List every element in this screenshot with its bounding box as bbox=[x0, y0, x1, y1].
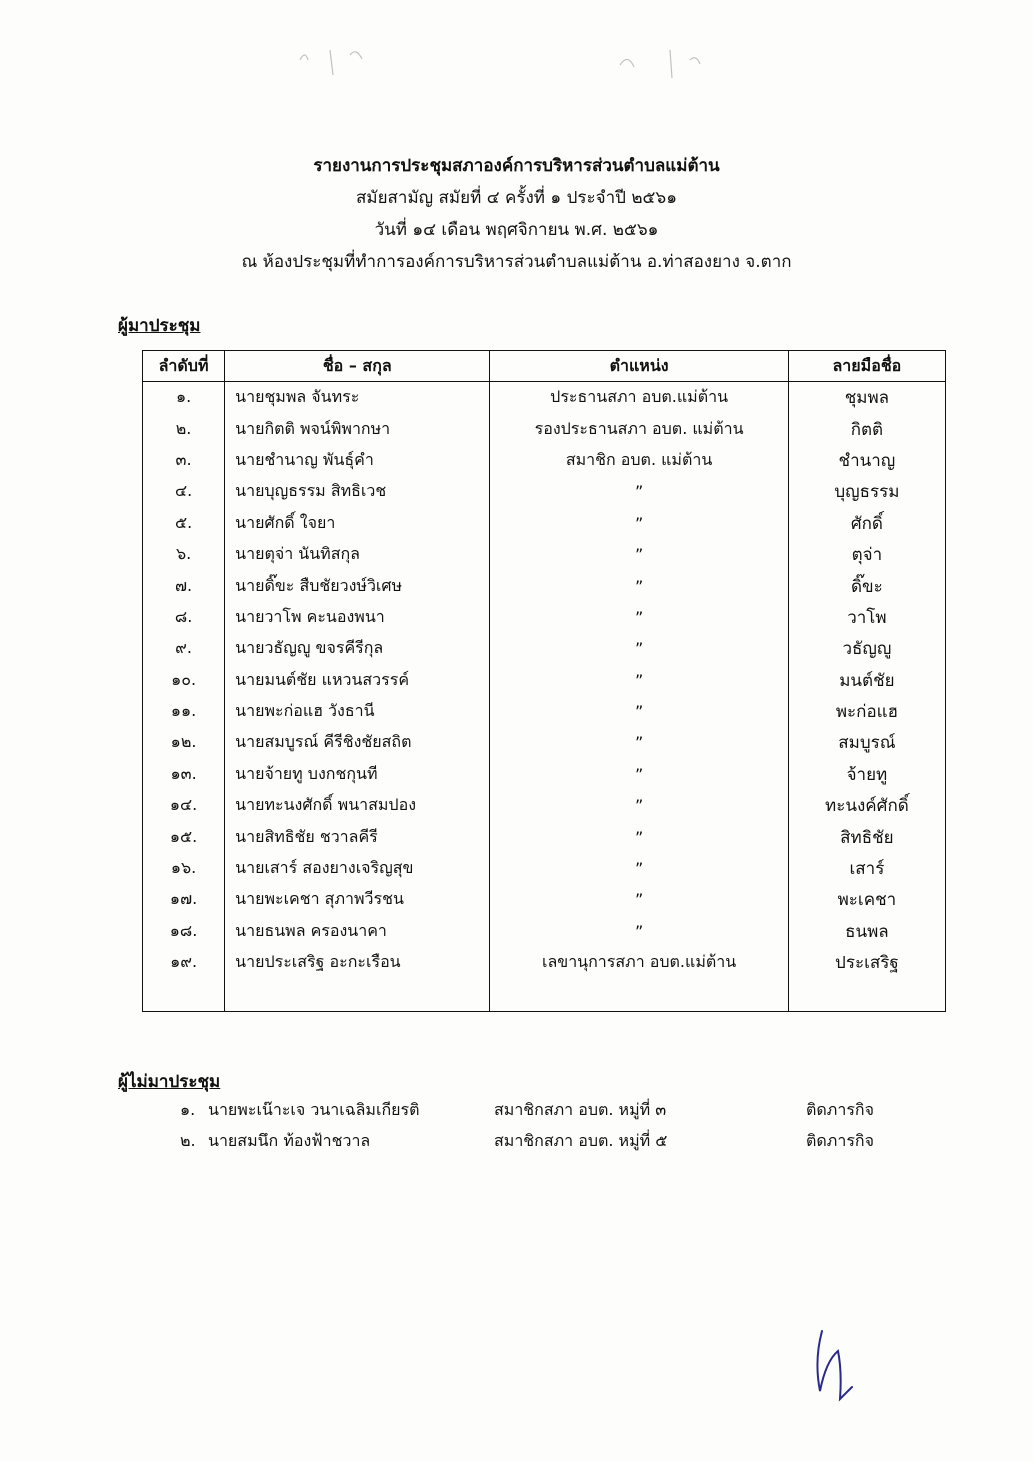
attendees-heading: ผู้มาประชุม bbox=[118, 316, 201, 336]
row-number: ๖. bbox=[143, 539, 225, 570]
member-position: ” bbox=[490, 821, 788, 852]
member-name: นายมนต์ชัย แหวนสวรรค์ bbox=[225, 665, 490, 696]
member-signature: ทะนงค์ศักดิ์ bbox=[788, 790, 945, 821]
member-position: ” bbox=[490, 727, 788, 758]
member-position: ประธานสภา อบต.แม่ต้าน bbox=[490, 382, 788, 414]
member-signature: จ้ายทู bbox=[788, 759, 945, 790]
member-name: นายทะนงศักดิ์ พนาสมปอง bbox=[225, 790, 490, 821]
member-name: นายเสาร์ สองยางเจริญสุข bbox=[225, 853, 490, 884]
scan-artifact bbox=[290, 30, 750, 90]
member-name: นายตุจ่า นันทิสกุล bbox=[225, 539, 490, 570]
table-row bbox=[143, 476, 946, 507]
absent-number: ๑. bbox=[180, 1100, 196, 1119]
member-signature: ศักดิ์ bbox=[788, 508, 945, 539]
member-position: ” bbox=[490, 602, 788, 633]
member-signature: มนต์ชัย bbox=[788, 665, 945, 696]
table-row bbox=[143, 790, 946, 821]
member-position: ” bbox=[490, 665, 788, 696]
member-position: ” bbox=[490, 790, 788, 821]
table-row bbox=[143, 413, 946, 444]
member-position: ” bbox=[490, 853, 788, 884]
member-position: ” bbox=[490, 570, 788, 601]
member-name: นายชุมพล จันทระ bbox=[225, 382, 490, 414]
row-number: ๑๖. bbox=[143, 853, 225, 884]
table-row bbox=[143, 382, 946, 414]
row-number: ๗. bbox=[143, 570, 225, 601]
member-position: ” bbox=[490, 476, 788, 507]
member-position: สมาชิก อบต. แม่ต้าน bbox=[490, 445, 788, 476]
absent-reason: ติดภารกิจ bbox=[806, 1100, 874, 1119]
member-signature: ตุจ่า bbox=[788, 539, 945, 570]
absent-position: สมาชิกสภา อบต. หมู่ที่ ๕ bbox=[494, 1131, 668, 1150]
member-position: เลขานุการสภา อบต.แม่ต้าน bbox=[490, 947, 788, 978]
row-number: ๑๑. bbox=[143, 696, 225, 727]
member-name: นายธนพล ครองนาคา bbox=[225, 916, 490, 947]
absent-name: นายสมนึก ท้องฟ้าชวาล bbox=[208, 1131, 371, 1150]
table-row bbox=[143, 539, 946, 570]
table-row bbox=[143, 916, 946, 947]
date-line: วันที่ ๑๔ เดือน พฤศจิกายน พ.ศ. ๒๕๖๑ bbox=[374, 220, 659, 240]
member-name: นายวาโพ คะนองพนา bbox=[225, 602, 490, 633]
table-row bbox=[143, 759, 946, 790]
member-name: นายประเสริฐ อะกะเรือน bbox=[225, 947, 490, 978]
table-row bbox=[143, 508, 946, 539]
member-name: นายจ้ายทู บงกชกุนที bbox=[225, 759, 490, 790]
member-signature: บุญธรรม bbox=[788, 476, 945, 507]
row-number: ๑๔. bbox=[143, 790, 225, 821]
member-signature: ประเสริฐ bbox=[788, 947, 945, 978]
document-header bbox=[0, 150, 1033, 278]
attendees-table bbox=[142, 350, 946, 1012]
table-row bbox=[143, 884, 946, 915]
venue-line: ณ ห้องประชุมที่ทำการองค์การบริหารส่วนตำบลแม่ต้าน อ.ท่าสองยาง จ.ตาก bbox=[241, 252, 792, 272]
column-header: ตำแหน่ง bbox=[490, 351, 788, 382]
member-name: นายสมบูรณ์ คีรีชิงชัยสถิต bbox=[225, 727, 490, 758]
table-row bbox=[143, 665, 946, 696]
row-number: ๑. bbox=[143, 382, 225, 414]
member-signature: กิตติ bbox=[788, 413, 945, 444]
table-header-row bbox=[143, 351, 946, 382]
absentees-heading: ผู้ไม่มาประชุม bbox=[118, 1072, 221, 1092]
table-row bbox=[143, 445, 946, 476]
table-row bbox=[143, 570, 946, 601]
row-number: ๑๒. bbox=[143, 727, 225, 758]
absent-number: ๒. bbox=[180, 1131, 196, 1150]
member-position: ” bbox=[490, 759, 788, 790]
member-position: รองประธานสภา อบต. แม่ต้าน bbox=[490, 413, 788, 444]
member-position: ” bbox=[490, 884, 788, 915]
member-name: นายบุญธรรม สิทธิเวช bbox=[225, 476, 490, 507]
member-signature: พะเคชา bbox=[788, 884, 945, 915]
member-signature: สิทธิชัย bbox=[788, 821, 945, 852]
row-number: ๔. bbox=[143, 476, 225, 507]
member-signature: วาโพ bbox=[788, 602, 945, 633]
row-number: ๑๐. bbox=[143, 665, 225, 696]
member-name: นายวธัญญู ขจรคีรีกุล bbox=[225, 633, 490, 664]
member-position: ” bbox=[490, 696, 788, 727]
column-header: ลำดับที่ bbox=[143, 351, 225, 382]
member-signature: ชุมพล bbox=[788, 382, 945, 414]
member-signature: เสาร์ bbox=[788, 853, 945, 884]
row-number: ๒. bbox=[143, 413, 225, 444]
column-header: ชื่อ – สกุล bbox=[225, 351, 490, 382]
table-row bbox=[143, 853, 946, 884]
table-row bbox=[143, 947, 946, 978]
member-signature: พะก่อแฮ bbox=[788, 696, 945, 727]
row-number: ๑๘. bbox=[143, 916, 225, 947]
member-signature: ธนพล bbox=[788, 916, 945, 947]
table-row bbox=[143, 633, 946, 664]
table-row bbox=[143, 727, 946, 758]
member-name: นายชำนาญ พันธุ์คำ bbox=[225, 445, 490, 476]
row-number: ๙. bbox=[143, 633, 225, 664]
absent-position: สมาชิกสภา อบต. หมู่ที่ ๓ bbox=[494, 1100, 667, 1119]
table-row bbox=[143, 602, 946, 633]
row-number: ๑๙. bbox=[143, 947, 225, 978]
absent-name: นายพะเน๊าะเจ วนาเฉลิมเกียรติ bbox=[208, 1100, 420, 1119]
row-number: ๕. bbox=[143, 508, 225, 539]
member-signature: วธัญญู bbox=[788, 633, 945, 664]
absent-reason: ติดภารกิจ bbox=[806, 1131, 874, 1150]
member-name: นายกิตติ พจน์พิพากษา bbox=[225, 413, 490, 444]
member-signature: ดิ๊ขะ bbox=[788, 570, 945, 601]
row-number: ๘. bbox=[143, 602, 225, 633]
member-position: ” bbox=[490, 508, 788, 539]
member-signature: ชำนาญ bbox=[788, 445, 945, 476]
member-signature: สมบูรณ์ bbox=[788, 727, 945, 758]
member-name: นายพะเคชา สุภาพวีรชน bbox=[225, 884, 490, 915]
member-name: นายศักดิ์ ใจยา bbox=[225, 508, 490, 539]
table-spacer-row bbox=[143, 978, 946, 1011]
member-position: ” bbox=[490, 916, 788, 947]
session-line: สมัยสามัญ สมัยที่ ๔ ครั้งที่ ๑ ประจำปี ๒๕๖๑ bbox=[356, 188, 677, 208]
member-position: ” bbox=[490, 633, 788, 664]
member-name: นายพะก่อแฮ วังธานี bbox=[225, 696, 490, 727]
member-position: ” bbox=[490, 539, 788, 570]
member-name: นายสิทธิชัย ชวาลคีรี bbox=[225, 821, 490, 852]
row-number: ๓. bbox=[143, 445, 225, 476]
row-number: ๑๗. bbox=[143, 884, 225, 915]
table-row bbox=[143, 821, 946, 852]
handwritten-initial-signature bbox=[800, 1325, 860, 1405]
table-row bbox=[143, 696, 946, 727]
column-header: ลายมือชื่อ bbox=[788, 351, 945, 382]
document-title: รายงานการประชุมสภาองค์การบริหารส่วนตำบลแม่ต้าน bbox=[313, 156, 720, 176]
row-number: ๑๕. bbox=[143, 821, 225, 852]
row-number: ๑๓. bbox=[143, 759, 225, 790]
member-name: นายดิ๊ขะ สืบชัยวงษ์วิเศษ bbox=[225, 570, 490, 601]
